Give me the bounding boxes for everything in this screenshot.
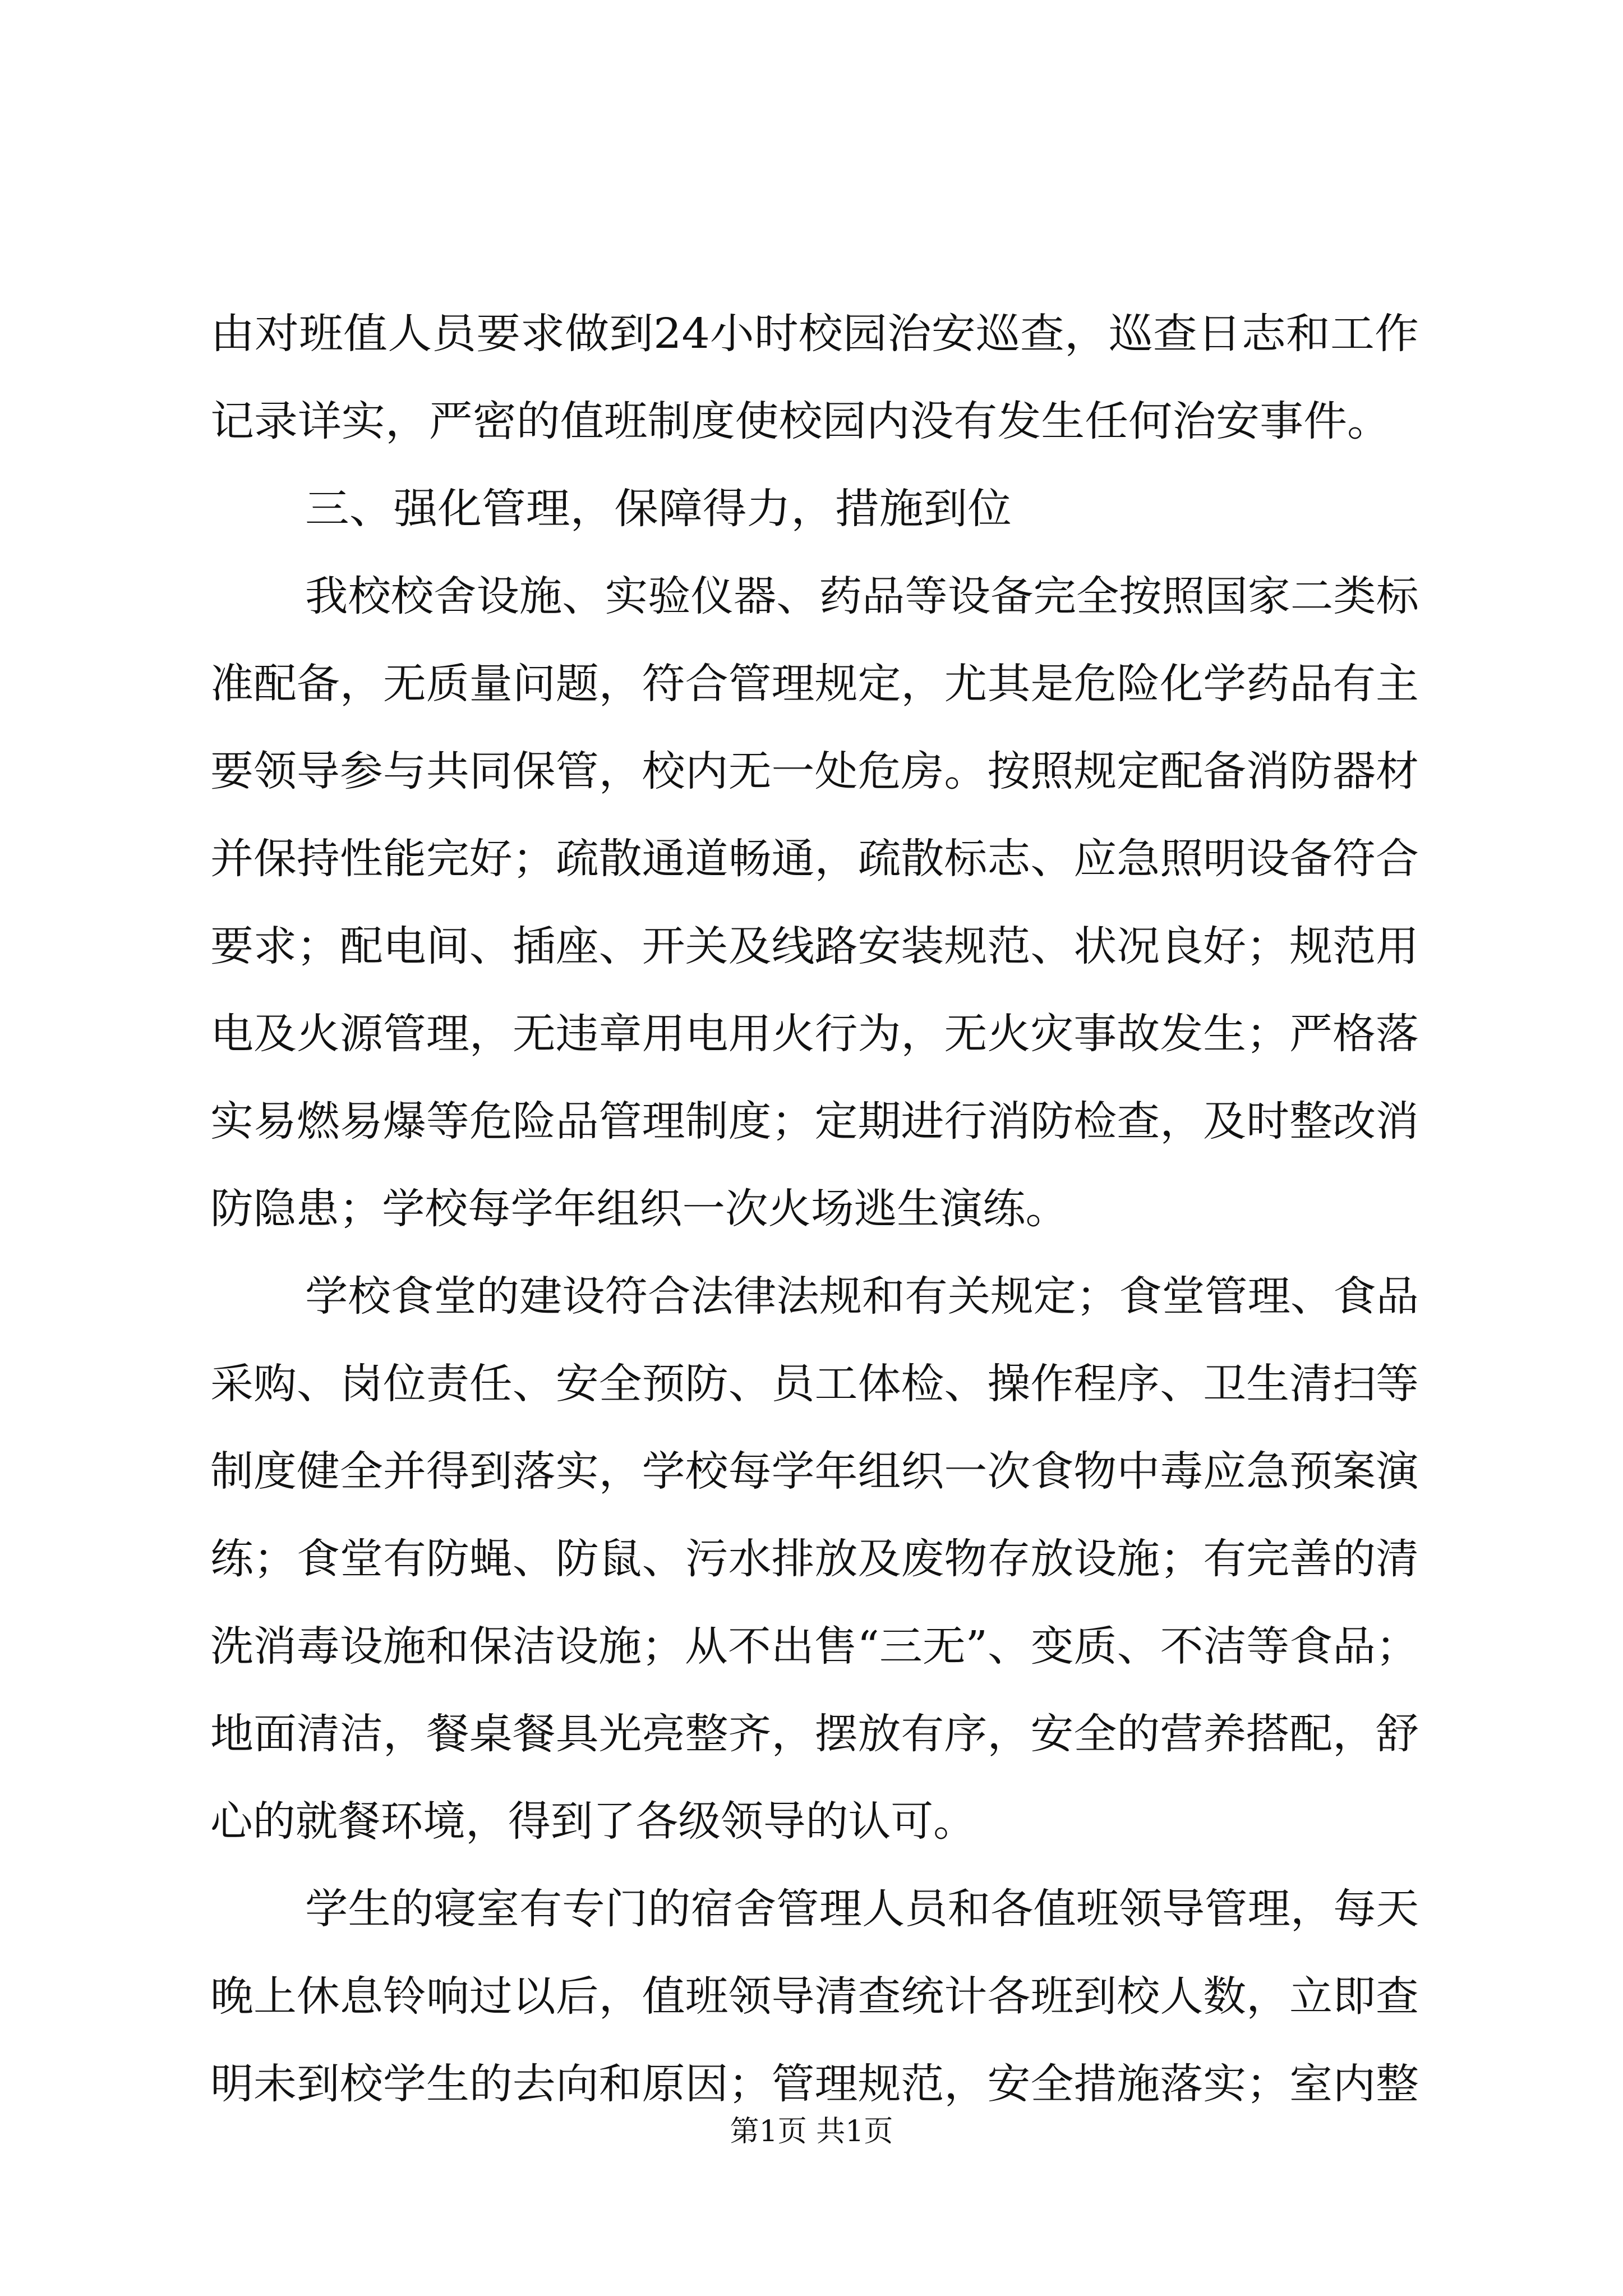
text-line: [0, 1870, 1623, 1948]
text-line: [0, 1345, 1623, 1423]
text-line-content: 实易燃易爆等危险品管理制度；定期进行消防检查，及时整改消: [210, 1097, 1419, 1145]
section-heading-text: 三、强化管理，保障得力，措施到位: [305, 485, 1012, 533]
text-line-content: 地面清洁，餐桌餐具光亮整齐，摆放有序，安全的营养搭配，舒: [210, 1710, 1419, 1758]
text-line: [0, 295, 1623, 373]
text-line: [0, 1782, 1623, 1861]
text-line-content: 电及火源管理，无违章用电用火行为，无火灾事故发生；严格落: [210, 1010, 1419, 1058]
text-line-content: 并保持性能完好；疏散通道畅通，疏散标志、应急照明设备符合: [210, 835, 1419, 883]
text-line-content: 采购、岗位责任、安全预防、员工体检、操作程序、卫生清扫等: [210, 1360, 1419, 1408]
text-line-content: 防隐患；学校每学年组织一次火场逃生演练。: [210, 1185, 1068, 1233]
text-line: [0, 645, 1623, 723]
text-line: [0, 1520, 1623, 1598]
text-line: [0, 557, 1623, 636]
text-line-content: 记录详实，严密的值班制度使校园内没有发生任何治安事件。: [210, 397, 1391, 445]
text-line-content: 由对班值人员要求做到24小时校园治安巡查，巡查日志和工作: [210, 310, 1419, 358]
text-line-content: 我校校舍设施、实验仪器、药品等设备完全按照国家二类标: [305, 572, 1419, 620]
text-line: [0, 1432, 1623, 1511]
text-line: [0, 732, 1623, 811]
text-line: [0, 820, 1623, 898]
text-line-content: 洗消毒设施和保洁设施；从不出售“三无”、变质、不洁等食品；: [210, 1622, 1419, 1671]
text-line: [0, 1957, 1623, 2036]
text-line: [0, 907, 1623, 986]
text-line-content: 学生的寝室有专门的宿舍管理人员和各值班领导管理，每天: [305, 1885, 1419, 1933]
text-line-content: 明未到校学生的去向和原因；管理规范，安全措施落实；室内整: [210, 2060, 1419, 2108]
page-number: 第1页 共1页: [730, 2115, 893, 2148]
text-line-content: 要领导参与共同保管，校内无一处危房。按照规定配备消防器材: [210, 747, 1419, 795]
text-line: [0, 1695, 1623, 1773]
text-line-content: 制度健全并得到落实，学校每学年组织一次食物中毒应急预案演: [210, 1447, 1419, 1496]
text-line-content: 心的就餐环境，得到了各级领导的认可。: [210, 1797, 976, 1846]
text-line: [0, 1170, 1623, 1248]
text-line: [0, 995, 1623, 1073]
text-line-content: 晚上休息铃响过以后，值班领导清查统计各班到校人数，立即查: [210, 1972, 1419, 2021]
text-line: [0, 1257, 1623, 1336]
section-heading: [0, 470, 1623, 548]
text-line: [0, 1082, 1623, 1161]
text-line: [0, 1607, 1623, 1686]
text-line-content: 练；食堂有防蝇、防鼠、污水排放及废物存放设施；有完善的清: [210, 1535, 1419, 1583]
text-line-content: 准配备，无质量问题，符合管理规定，尤其是危险化学药品有主: [210, 660, 1419, 708]
text-line-content: 学校食堂的建设符合法律法规和有关规定；食堂管理、食品: [305, 1272, 1419, 1320]
text-line: [0, 382, 1623, 461]
page-footer: [0, 2109, 1623, 2154]
text-line-content: 要求；配电间、插座、开关及线路安装规范、状况良好；规范用: [210, 922, 1419, 970]
